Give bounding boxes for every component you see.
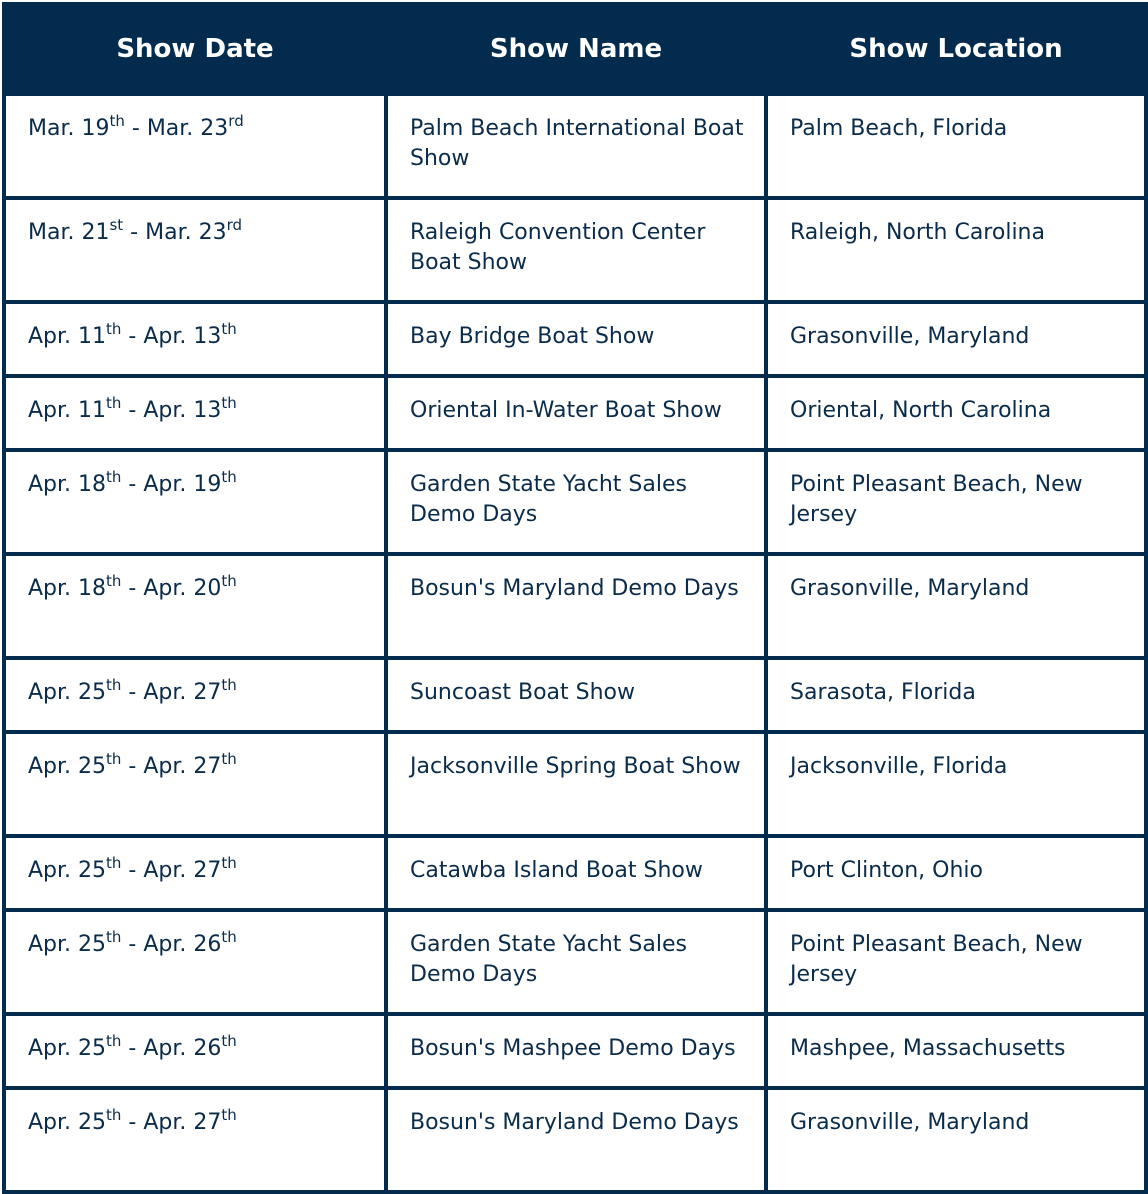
show-date-cell: Apr. 18th - Apr. 20th bbox=[4, 554, 386, 658]
end-month: Mar. bbox=[145, 220, 192, 245]
header-show-date: Show Date bbox=[4, 4, 386, 94]
end-month: Apr. bbox=[143, 1036, 187, 1061]
start-month: Apr. bbox=[28, 754, 72, 779]
table-row bbox=[4, 658, 1146, 732]
start-day: 25 bbox=[78, 1110, 107, 1135]
table-row bbox=[4, 450, 1146, 554]
table-row bbox=[4, 198, 1146, 302]
end-day: 27 bbox=[193, 858, 222, 883]
end-month: Mar. bbox=[146, 116, 194, 141]
table-row bbox=[4, 554, 1146, 658]
start-month: Apr. bbox=[28, 680, 72, 705]
end-month: Apr. bbox=[143, 398, 187, 423]
start-day: 25 bbox=[78, 754, 107, 779]
start-day-suffix: th bbox=[106, 394, 122, 412]
end-month: Apr. bbox=[143, 324, 187, 349]
start-day-suffix: th bbox=[106, 854, 122, 872]
table-row bbox=[4, 732, 1146, 836]
start-month: Apr. bbox=[28, 858, 72, 883]
start-day-suffix: th bbox=[106, 928, 122, 946]
start-day-suffix: st bbox=[109, 216, 124, 234]
start-day-suffix: th bbox=[106, 1032, 122, 1050]
start-day: 11 bbox=[78, 398, 107, 423]
schedule-table bbox=[2, 2, 1148, 1194]
end-day-suffix: th bbox=[221, 854, 237, 872]
end-day: 27 bbox=[193, 754, 222, 779]
show-name-cell: Catawba Island Boat Show bbox=[386, 836, 766, 910]
boat-show-schedule bbox=[2, 2, 1144, 1194]
start-day-suffix: th bbox=[106, 676, 122, 694]
table-row bbox=[4, 302, 1146, 376]
header-show-name: Show Name bbox=[386, 4, 766, 94]
start-day-suffix: th bbox=[106, 468, 122, 486]
show-date-cell: Apr. 11th - Apr. 13th bbox=[4, 376, 386, 450]
end-day-suffix: rd bbox=[226, 216, 243, 234]
show-location-cell: Jacksonville, Florida bbox=[766, 732, 1146, 836]
show-location-cell: Point Pleasant Beach, New Jersey bbox=[766, 450, 1146, 554]
end-day-suffix: th bbox=[221, 1032, 237, 1050]
end-day: 27 bbox=[193, 1110, 222, 1135]
table-header bbox=[4, 4, 1146, 94]
end-day: 26 bbox=[193, 1036, 222, 1061]
table-row bbox=[4, 1088, 1146, 1192]
end-day-suffix: th bbox=[221, 572, 237, 590]
start-month: Apr. bbox=[28, 576, 72, 601]
show-location-cell: Oriental, North Carolina bbox=[766, 376, 1146, 450]
show-date-cell: Apr. 25th - Apr. 26th bbox=[4, 1014, 386, 1088]
show-name-cell: Jacksonville Spring Boat Show bbox=[386, 732, 766, 836]
start-day: 25 bbox=[78, 858, 107, 883]
show-name-cell: Bosun's Mashpee Demo Days bbox=[386, 1014, 766, 1088]
show-location-cell: Mashpee, Massachusetts bbox=[766, 1014, 1146, 1088]
start-month: Mar. bbox=[28, 220, 75, 245]
start-day: 21 bbox=[81, 220, 110, 245]
start-month: Apr. bbox=[28, 1110, 72, 1135]
end-day: 23 bbox=[200, 116, 229, 141]
start-month: Apr. bbox=[28, 398, 72, 423]
show-name-cell: Suncoast Boat Show bbox=[386, 658, 766, 732]
show-date-cell: Apr. 25th - Apr. 27th bbox=[4, 658, 386, 732]
end-day-suffix: th bbox=[221, 928, 237, 946]
show-date-cell: Apr. 25th - Apr. 26th bbox=[4, 910, 386, 1014]
start-month: Apr. bbox=[28, 324, 72, 349]
table-row bbox=[4, 376, 1146, 450]
show-location-cell: Palm Beach, Florida bbox=[766, 94, 1146, 198]
end-day-suffix: th bbox=[221, 676, 237, 694]
show-date-cell: Mar. 19th - Mar. 23rd bbox=[4, 94, 386, 198]
start-day: 25 bbox=[78, 1036, 107, 1061]
end-day: 26 bbox=[193, 932, 222, 957]
end-month: Apr. bbox=[143, 858, 187, 883]
start-month: Apr. bbox=[28, 1036, 72, 1061]
end-day: 20 bbox=[193, 576, 222, 601]
start-month: Apr. bbox=[28, 932, 72, 957]
show-date-cell: Apr. 11th - Apr. 13th bbox=[4, 302, 386, 376]
show-name-cell: Bosun's Maryland Demo Days bbox=[386, 1088, 766, 1192]
header-row bbox=[4, 4, 1146, 94]
end-day-suffix: th bbox=[221, 394, 237, 412]
header-show-location: Show Location bbox=[766, 4, 1146, 94]
start-day: 19 bbox=[81, 116, 110, 141]
show-location-cell: Port Clinton, Ohio bbox=[766, 836, 1146, 910]
start-day: 25 bbox=[78, 932, 107, 957]
start-day-suffix: th bbox=[109, 112, 125, 130]
end-day-suffix: th bbox=[221, 750, 237, 768]
table-row bbox=[4, 836, 1146, 910]
end-day-suffix: th bbox=[221, 468, 237, 486]
end-month: Apr. bbox=[143, 754, 187, 779]
end-month: Apr. bbox=[143, 932, 187, 957]
show-name-cell: Bosun's Maryland Demo Days bbox=[386, 554, 766, 658]
show-location-cell: Grasonville, Maryland bbox=[766, 554, 1146, 658]
end-day-suffix: rd bbox=[228, 112, 244, 130]
start-month: Apr. bbox=[28, 472, 72, 497]
start-day-suffix: th bbox=[106, 1106, 122, 1124]
show-name-cell: Bay Bridge Boat Show bbox=[386, 302, 766, 376]
show-date-cell: Mar. 21st - Mar. 23rd bbox=[4, 198, 386, 302]
end-day: 23 bbox=[198, 220, 227, 245]
table-row bbox=[4, 910, 1146, 1014]
start-day: 11 bbox=[78, 324, 107, 349]
show-name-cell: Raleigh Convention Center Boat Show bbox=[386, 198, 766, 302]
show-location-cell: Point Pleasant Beach, New Jersey bbox=[766, 910, 1146, 1014]
start-day: 18 bbox=[78, 576, 107, 601]
table-body bbox=[4, 94, 1146, 1192]
show-location-cell: Raleigh, North Carolina bbox=[766, 198, 1146, 302]
show-name-cell: Oriental In-Water Boat Show bbox=[386, 376, 766, 450]
start-day-suffix: th bbox=[106, 572, 122, 590]
show-name-cell: Garden State Yacht Sales Demo Days bbox=[386, 910, 766, 1014]
show-location-cell: Grasonville, Maryland bbox=[766, 1088, 1146, 1192]
table-row bbox=[4, 1014, 1146, 1088]
end-day: 13 bbox=[193, 324, 222, 349]
show-name-cell: Palm Beach International Boat Show bbox=[386, 94, 766, 198]
end-day: 13 bbox=[193, 398, 222, 423]
start-day-suffix: th bbox=[106, 750, 122, 768]
start-day: 18 bbox=[78, 472, 107, 497]
start-day-suffix: th bbox=[106, 320, 122, 338]
start-month: Mar. bbox=[28, 116, 75, 141]
start-day: 25 bbox=[78, 680, 107, 705]
show-date-cell: Apr. 18th - Apr. 19th bbox=[4, 450, 386, 554]
end-month: Apr. bbox=[143, 680, 187, 705]
show-date-cell: Apr. 25th - Apr. 27th bbox=[4, 1088, 386, 1192]
show-date-cell: Apr. 25th - Apr. 27th bbox=[4, 732, 386, 836]
show-name-cell: Garden State Yacht Sales Demo Days bbox=[386, 450, 766, 554]
show-location-cell: Sarasota, Florida bbox=[766, 658, 1146, 732]
show-location-cell: Grasonville, Maryland bbox=[766, 302, 1146, 376]
end-day: 27 bbox=[193, 680, 222, 705]
table-row bbox=[4, 94, 1146, 198]
end-month: Apr. bbox=[143, 1110, 187, 1135]
end-month: Apr. bbox=[143, 472, 187, 497]
show-date-cell: Apr. 25th - Apr. 27th bbox=[4, 836, 386, 910]
end-day-suffix: th bbox=[221, 1106, 237, 1124]
end-day: 19 bbox=[193, 472, 222, 497]
end-month: Apr. bbox=[143, 576, 187, 601]
end-day-suffix: th bbox=[221, 320, 237, 338]
